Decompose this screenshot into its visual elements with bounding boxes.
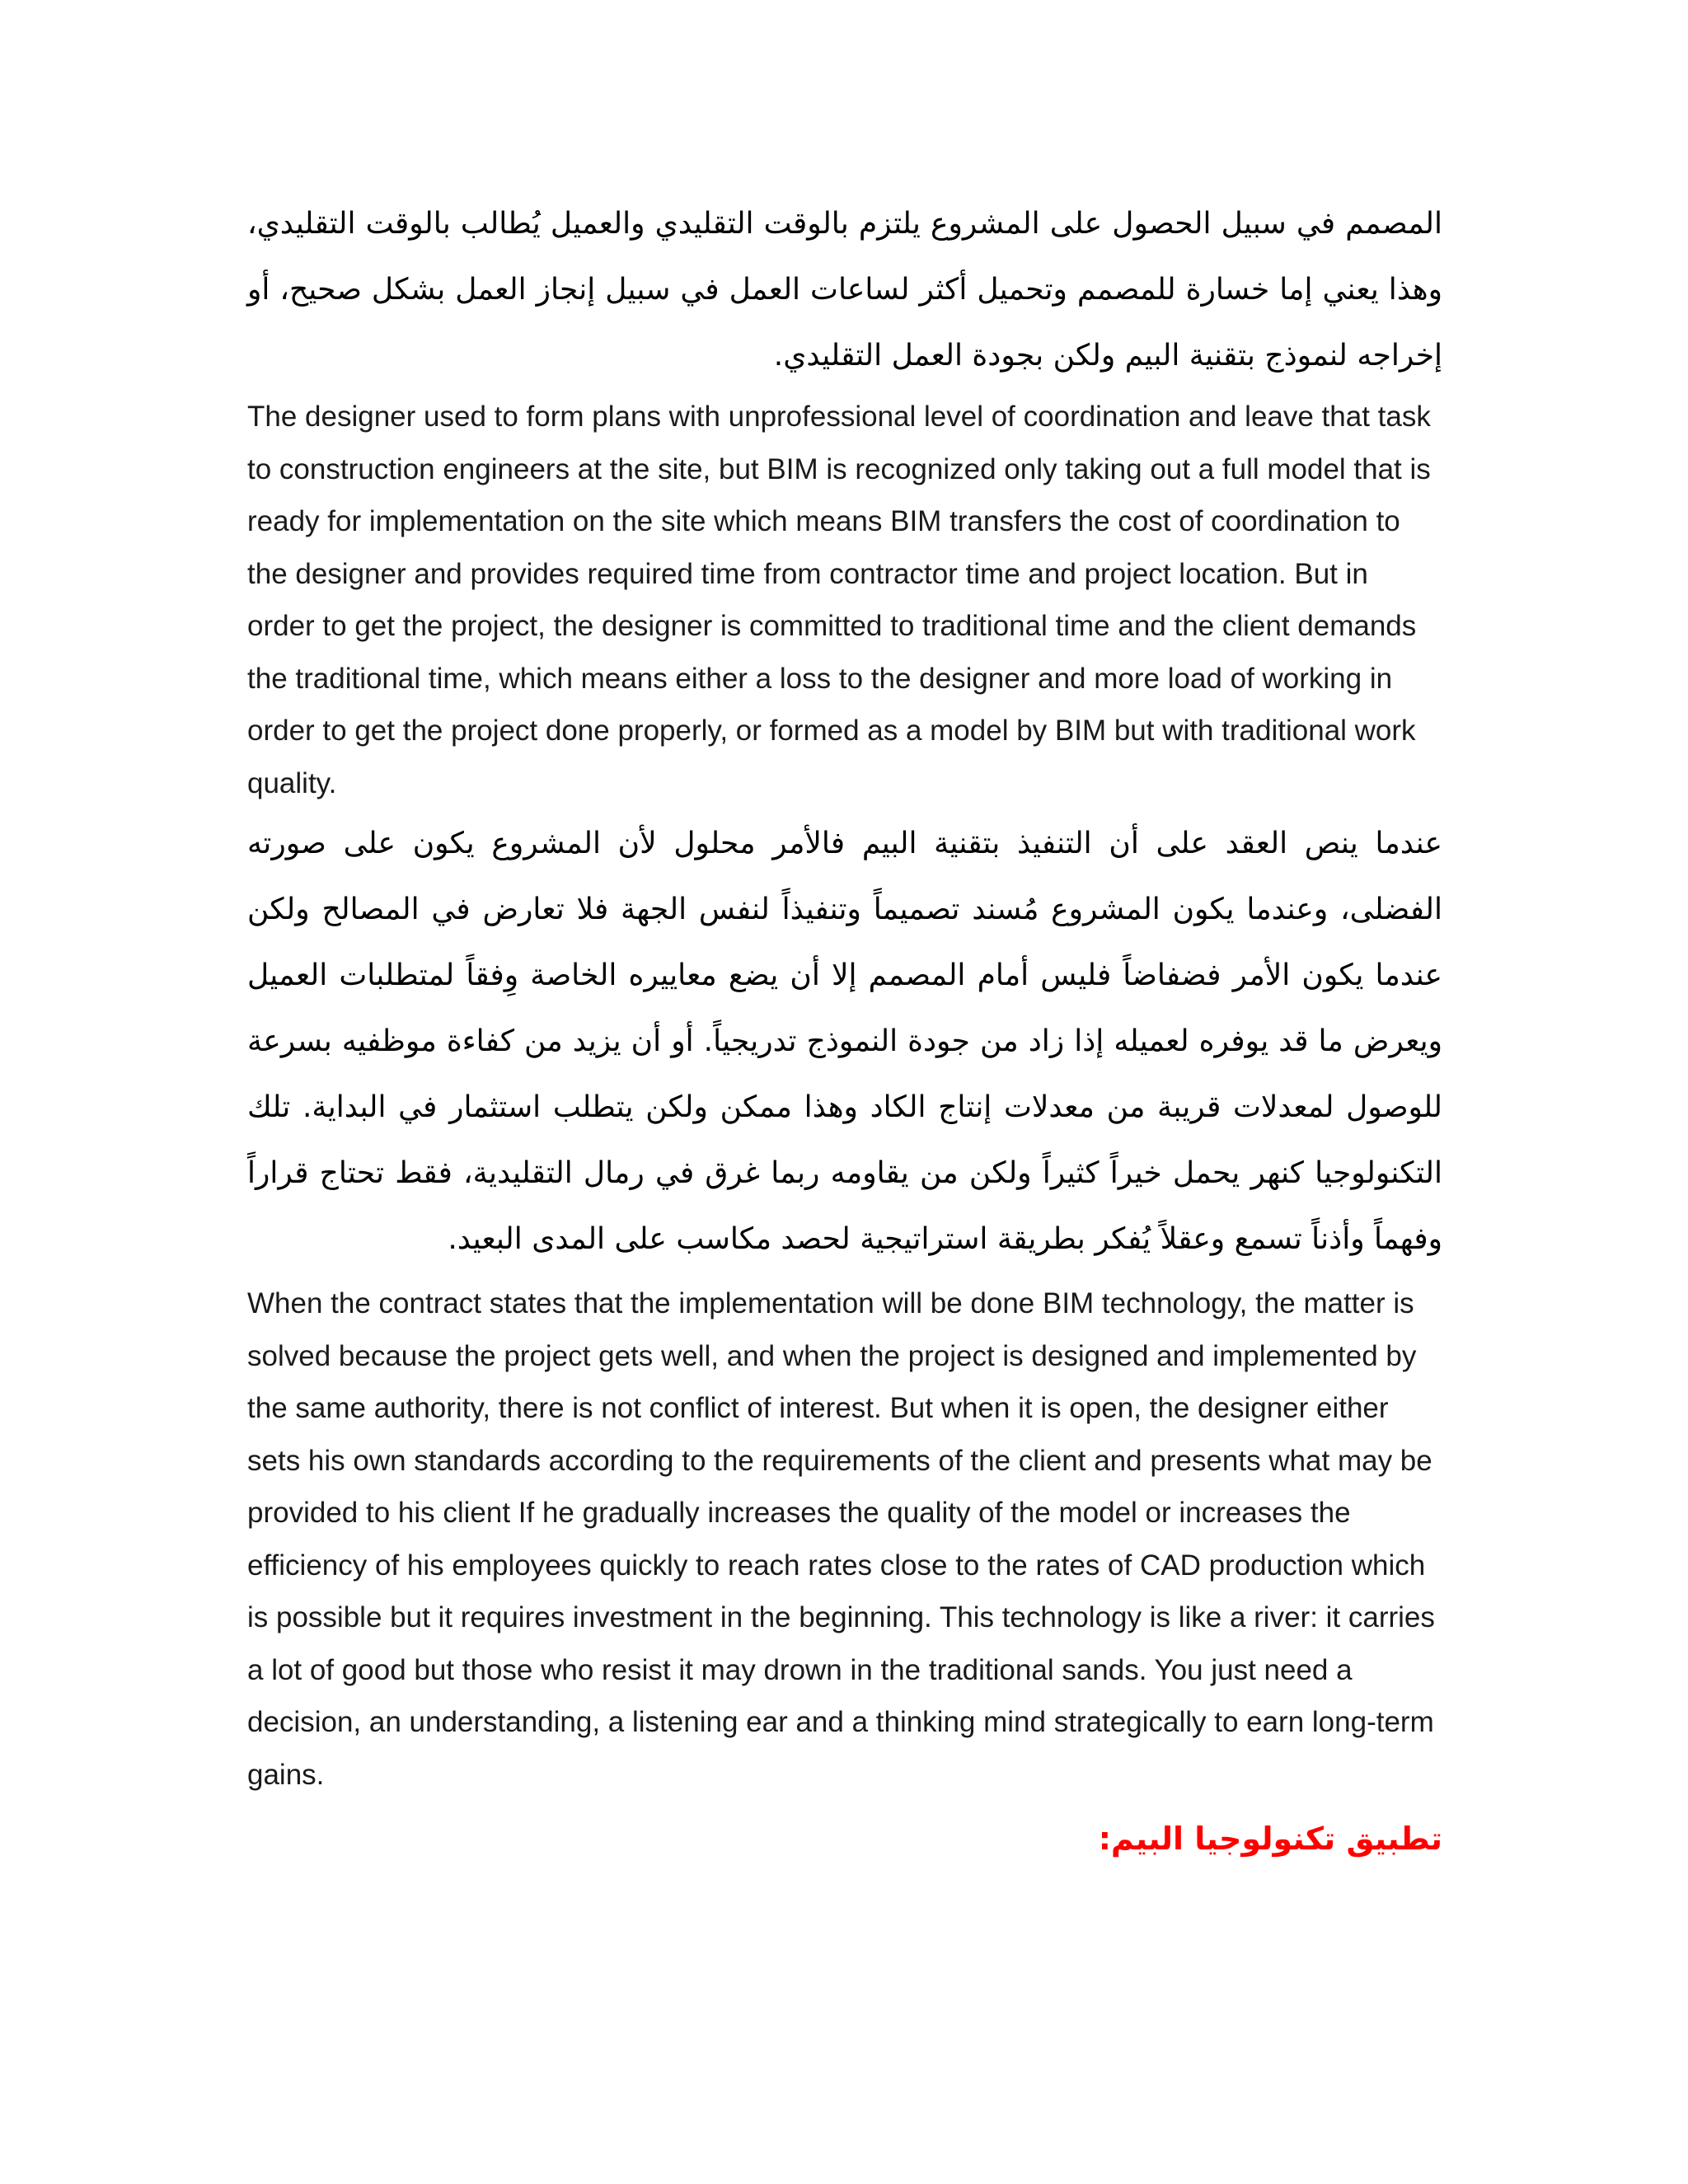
- page-content: [247, 191, 1442, 1872]
- arabic-paragraph-2: عندما ينص العقد على أن التنفيذ بتقنية البيم فالأمر محلول لأن المشروع يكون على صورته الفضلى، وعندما يكون المشروع مُسند تصميماً وتنفيذاً لنفس الجهة فلا تعارض في المصالح ولكن عندما يكون الأمر فضفاضاً فليس أمام المصمم إلا أن يضع معاييره الخاصة وِفقاً لمتطلبات العميل ويعرض ما قد يوفره لعميله إذا زاد من جودة النموذج تدريجياً. أو أن يزيد من كفاءة موظفيه بسرعة للوصول لمعدلات قريبة من معدلات إنتاج الكاد وهذا ممكن ولكن يتطلب استثمار في البداية. تلك التكنولوجيا كنهر يحمل خيراً كثيراً ولكن من يقاومه ربما غرق في رمال التقليدية، فقط تحتاج قراراً وفهماً وأذناً تسمع وعقلاً يُفكر بطريقة استراتيجية لحصد مكاسب على المدى البعيد.: [247, 827, 1442, 1256]
- arabic-paragraph-1: المصمم في سبيل الحصول على المشروع يلتزم بالوقت التقليدي والعميل يُطالب بالوقت التقليدي، وهذا يعني إما خسارة للمصمم وتحميل أكثر لساعات العمل في سبيل إنجاز العمل بشكل صحيح، أو إخراجه لنموذج بتقنية البيم ولكن بجودة العمل التقليدي.: [247, 207, 1442, 373]
- english-paragraph-1: The designer used to form plans with unprofessional level of coordination and leave that task to construction engineers at the site, but BIM is recognized only taking out a full model that is ready for implementation on the site which means BIM transfers the cost of coordination to the designer and provides required time from contractor time and project location. But in order to get the project, the designer is committed to traditional time and the client demands the traditional time, which means either a loss to the designer and more load of working in order to get the project done properly, or formed as a model by BIM but with traditional work quality.: [247, 401, 1431, 799]
- english-paragraph-2: When the contract states that the implementation will be done BIM technology, the matter is solved because the project gets well, and when the project is designed and implemented by the same authority, there is not conflict of interest. But when it is open, the designer either sets his own standards according to the requirements of the client and presents what may be provided to his client If he gradually increases the quality of the model or increases the efficiency of his employees quickly to reach rates close to the rates of CAD production which is possible but it requires investment in the beginning. This technology is like a river: it carries a lot of good but those who resist it may drown in the traditional sands. You just need a decision, an understanding, a listening ear and a thinking mind strategically to earn long-term gains.: [247, 1287, 1435, 1791]
- section-heading: تطبيق تكنولوجيا البيم:: [1098, 1821, 1442, 1857]
